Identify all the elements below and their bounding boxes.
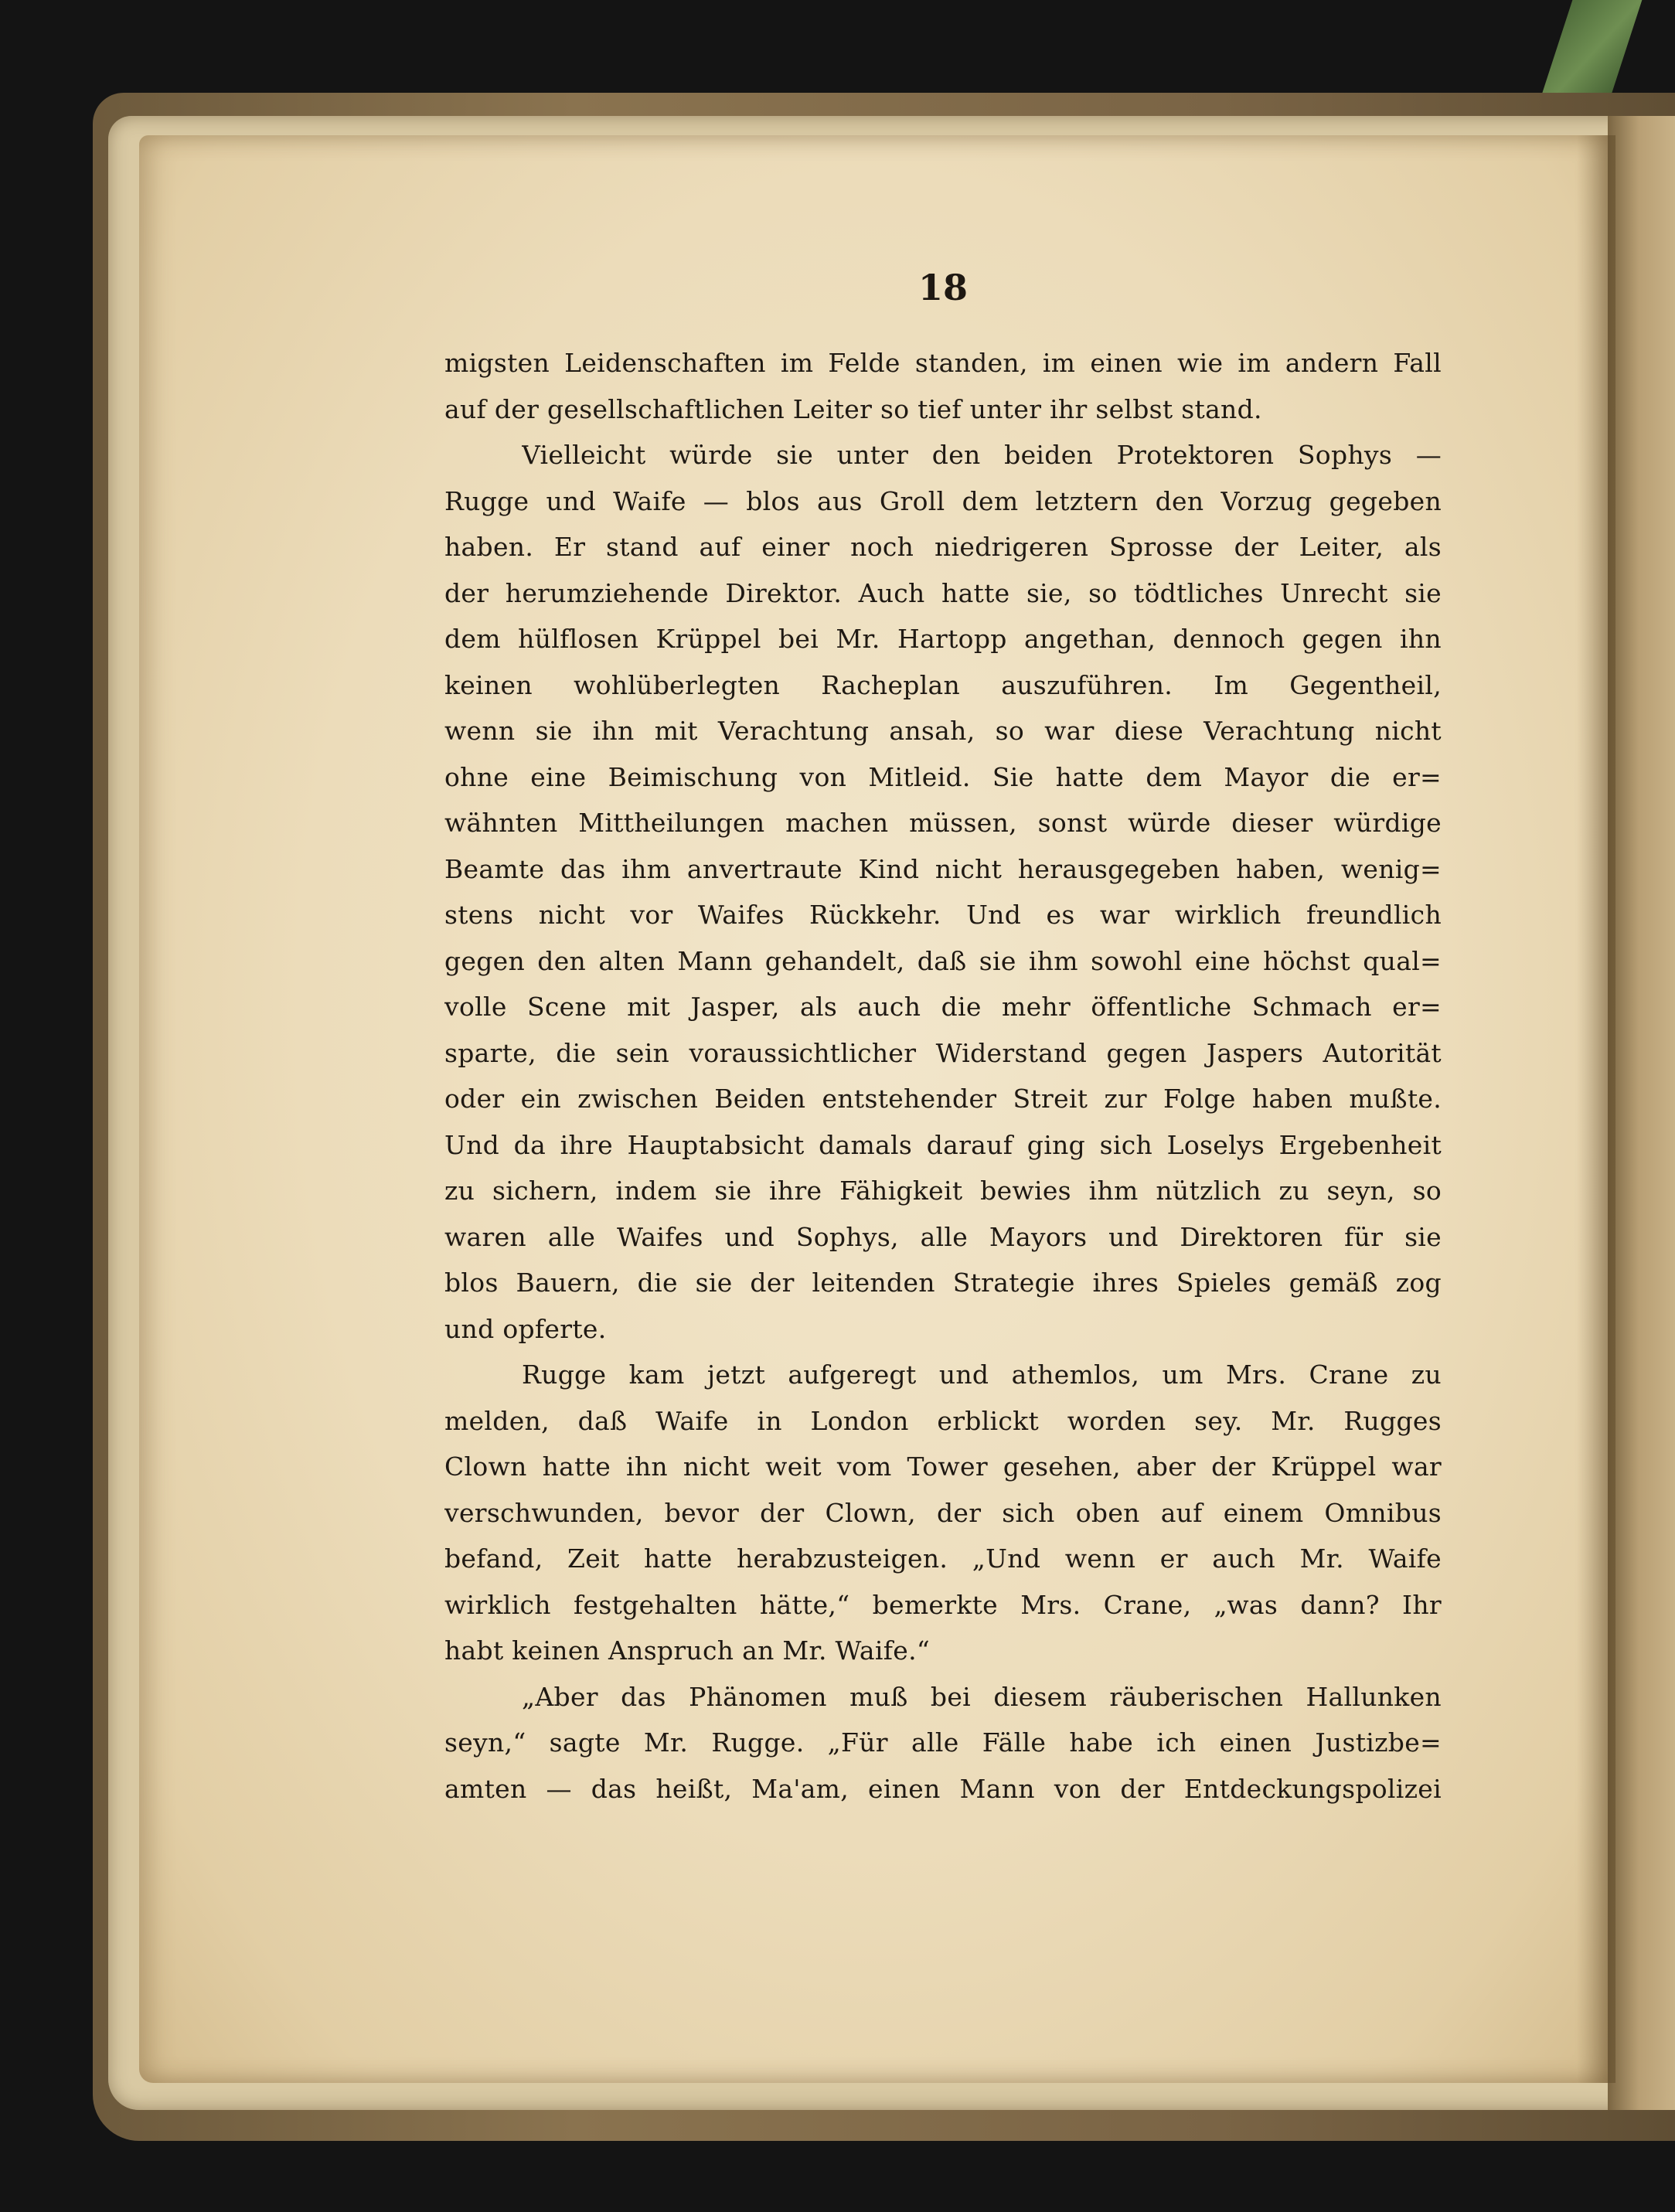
text-line: seyn,“ sagte Mr. Rugge. „Für alle Fälle habe ich einen Justizbe= <box>444 1727 1442 1758</box>
spine-shadow <box>1577 135 1615 2083</box>
text-line: amten — das heißt, Ma'am, einen Mann von der Entdeckungspolizei <box>444 1773 1442 1804</box>
text-line: und opferte. <box>444 1313 607 1344</box>
text-line: volle Scene mit Jasper, als auch die mehr öffentliche Schmach er= <box>444 992 1442 1022</box>
text-line: Rugge kam jetzt aufgeregt und athemlos, um Mrs. Crane zu <box>522 1360 1442 1390</box>
page-text <box>444 340 1442 1824</box>
text-line: ohne eine Beimischung von Mitleid. Sie hatte dem Mayor die er= <box>444 761 1442 792</box>
text-line: migsten Leidenschaften im Felde standen, im einen wie im andern Fall <box>444 348 1442 378</box>
text-line: haben. Er stand auf einer noch niedrigeren Sprosse der Leiter, als <box>444 532 1442 562</box>
text-line: auf der gesellschaftlichen Leiter so tief unter ihr selbst stand. <box>444 393 1262 424</box>
text-line: dem hülflosen Krüppel bei Mr. Hartopp angethan, dennoch gegen ihn <box>444 624 1442 654</box>
text-line: der herumziehende Direktor. Auch hatte sie, so tödtliches Unrecht sie <box>444 577 1442 608</box>
text-line: melden, daß Waife in London erblickt worden sey. Mr. Rugges <box>444 1405 1442 1436</box>
text-line: wenn sie ihn mit Verachtung ansah, so war diese Verachtung nicht <box>444 716 1442 746</box>
facing-page-edge <box>1608 116 1675 2110</box>
text-line: Vielleicht würde sie unter den beiden Protektoren Sophys — <box>522 440 1442 470</box>
text-line: verschwunden, bevor der Clown, der sich oben auf einem Omnibus <box>444 1497 1442 1528</box>
text-line: waren alle Waifes und Sophys, alle Mayors und Direktoren für sie <box>444 1221 1442 1252</box>
text-line: „Aber das Phänomen muß bei diesem räuberischen Hallunken <box>522 1681 1442 1712</box>
page-number: 18 <box>918 267 968 308</box>
text-line: wirklich festgehalten hätte,“ bemerkte Mrs. Crane, „was dann? Ihr <box>444 1589 1442 1620</box>
text-line: sparte, die sein voraussichtlicher Widerstand gegen Jaspers Autorität <box>444 1037 1442 1068</box>
text-line: Beamte das ihm anvertraute Kind nicht herausgegeben haben, wenig= <box>444 853 1442 884</box>
text-line: zu sichern, indem sie ihre Fähigkeit bewies ihm nützlich zu seyn, so <box>444 1176 1442 1206</box>
text-line: stens nicht vor Waifes Rückkehr. Und es war wirklich freundlich <box>444 900 1442 930</box>
text-line: befand, Zeit hatte herabzusteigen. „Und wenn er auch Mr. Waife <box>444 1543 1442 1574</box>
text-line: Clown hatte ihn nicht weit vom Tower gesehen, aber der Krüppel war <box>444 1451 1442 1482</box>
text-line: oder ein zwischen Beiden entstehender Streit zur Folge haben mußte. <box>444 1084 1442 1114</box>
text-line: Rugge und Waife — blos aus Groll dem letztern den Vorzug gegeben <box>444 485 1442 516</box>
text-line: keinen wohlüberlegten Racheplan auszuführen. Im Gegentheil, <box>444 669 1442 700</box>
text-line: blos Bauern, die sie der leitenden Strategie ihres Spieles gemäß zog <box>444 1268 1442 1298</box>
text-line: wähnten Mittheilungen machen müssen, sonst würde dieser würdige <box>444 808 1442 838</box>
text-line: gegen den alten Mann gehandelt, daß sie ihm sowohl eine höchst qual= <box>444 945 1442 976</box>
text-line: habt keinen Anspruch an Mr. Waife.“ <box>444 1635 931 1666</box>
text-line: Und da ihre Hauptabsicht damals darauf ging sich Loselys Ergebenheit <box>444 1129 1442 1160</box>
